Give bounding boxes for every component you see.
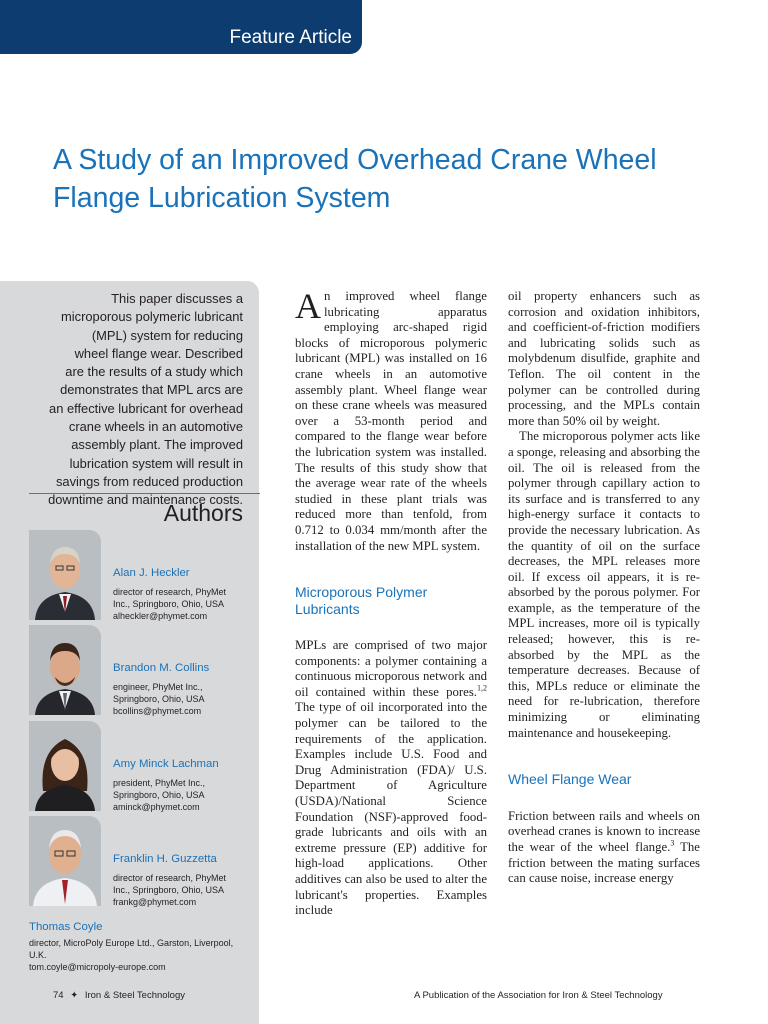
author-info: engineer, PhyMet Inc., Springboro, Ohio, USA bcollins@phymet.com [113, 681, 263, 717]
author-card [29, 721, 259, 811]
author-photo [29, 816, 101, 906]
author-info: director, MicroPoly Europe Ltd., Garston, Liverpool, U.K. tom.coyle@micropoly-europe.com [29, 937, 257, 973]
body-paragraph: oil property enhancers such as corrosion and oxidation inhibitors, and coefficient-of-friction modifiers and lubricating solids such as molybdenum disulfide, graphite and Teflon. The oil content in the polymer can be controlled during processing, and the MPLs contain more than 50% oil by weight. [508, 289, 700, 428]
author-info: director of research, PhyMet Inc., Springboro, Ohio, USA alheckler@phymet.com [113, 586, 263, 622]
abstract: This paper discusses a microporous polymeric lubricant (MPL) system for reducing wheel flange wear. Described are the results of a study which demonstrates that MPL arcs are an effective lubricant for overhead crane wheels in an automotive assembly plant. The improved lubrication system will result in savings from reduced production downtime and maintenance costs. [48, 291, 243, 508]
footer-publication: A Publication of the Association for Iron & Steel Technology [414, 990, 663, 1001]
author-name: Franklin H. Guzzetta [113, 853, 217, 865]
author-email: frankg@phymet.com [113, 897, 197, 907]
drop-cap: A [295, 286, 321, 326]
author-photo [29, 530, 101, 620]
section-heading-wheel-flange: Wheel Flange Wear [508, 771, 632, 788]
body-paragraph: Friction between rails and wheels on overhead cranes is known to increase the wear of the wheel flange.$^3$ The friction between the mating surfaces can cause noise, increase energy [508, 808, 700, 886]
body-paragraph: The microporous polymer acts like a sponge, releasing and absorbing the oil. The oil is released from the polymer through capillary action to its surface and is transferred to any high-energy surface it contacts to provide the necessary lubrication. As the quantity of oil on the surface decreases, the MPL releases more oil. If excess oil appears, it is re-absorbed by the porous polymer. For example, as the temperature of the MPL increases, more oil is typically released; however, this is re-absorbed by the MPL as the temperature decreases. Because of this, MPLs reduce or eliminate the need for re-lubrication, therefore minimizing or eliminating maintenance and housekeeping. [508, 429, 700, 740]
article-title: A Study of an Improved Overhead Crane Wheel Flange Lubrication System [53, 144, 657, 214]
author-email: bcollins@phymet.com [113, 706, 202, 716]
body-column-2 [508, 289, 700, 887]
author-card-text-only [29, 921, 257, 973]
page-number: 74 [53, 990, 64, 1001]
author-card [29, 530, 259, 620]
footer-left [53, 990, 185, 1001]
author-photo [29, 721, 101, 811]
author-email: alheckler@phymet.com [113, 611, 208, 621]
intro-paragraph: An improved wheel flange lubricating apparatus employing arc-shaped rigid blocks of microporous polymeric lubricant (MPL) was installed on 16 crane wheels in an automotive assembly plant. Wheel flange wear on these crane wheels was measured over a 53-month period and compared to the flange wear before the lubrication system was installed. The results of this study show that the average wear rate of the wheels studied in these plant trials was reduced more than tenfold, from 0.712 to 0.034 mm/month after the installation of the new MPL system. [295, 286, 487, 553]
author-photo [29, 625, 101, 715]
authors-heading: Authors [163, 500, 243, 526]
author-info: director of research, PhyMet Inc., Springboro, Ohio, USA frankg@phymet.com [113, 872, 263, 908]
journal-name: Iron & Steel Technology [84, 990, 185, 1001]
author-card [29, 816, 259, 906]
author-card [29, 625, 259, 715]
author-name: Alan J. Heckler [113, 567, 190, 579]
author-name: Brandon M. Collins [113, 662, 210, 674]
feature-article-label: Feature Article [229, 27, 352, 48]
sidebar-divider [29, 493, 260, 494]
diamond-icon: ✦ [70, 990, 79, 1001]
author-name: Thomas Coyle [29, 921, 103, 933]
author-name: Amy Minck Lachman [113, 758, 219, 770]
body-paragraph: MPLs are comprised of two major components: a polymer containing a continuous microporous network and oil contained within these pores.$^{1,2}$ The type of oil incorporated into the polymer can be tailored to the requirements of the application. Examples include U.S. Food and Drug Administration (FDA)/ U.S. Department of Agriculture (USDA)/National Science Foundation (NSF)-approved food-grade lubricants and oils with an extreme pressure (EP) additive for high-load applications. Other additives can also be used to alter the lubricant's properties. Examples include [295, 638, 487, 918]
feature-article-tab [0, 0, 362, 54]
section-heading-mpl: Microporous Polymer Lubricants [295, 584, 428, 617]
author-email: tom.coyle@micropoly-europe.com [29, 962, 166, 972]
author-info: president, PhyMet Inc., Springboro, Ohio, USA aminck@phymet.com [113, 777, 263, 813]
body-column-1 [295, 286, 487, 919]
author-email: aminck@phymet.com [113, 802, 200, 812]
